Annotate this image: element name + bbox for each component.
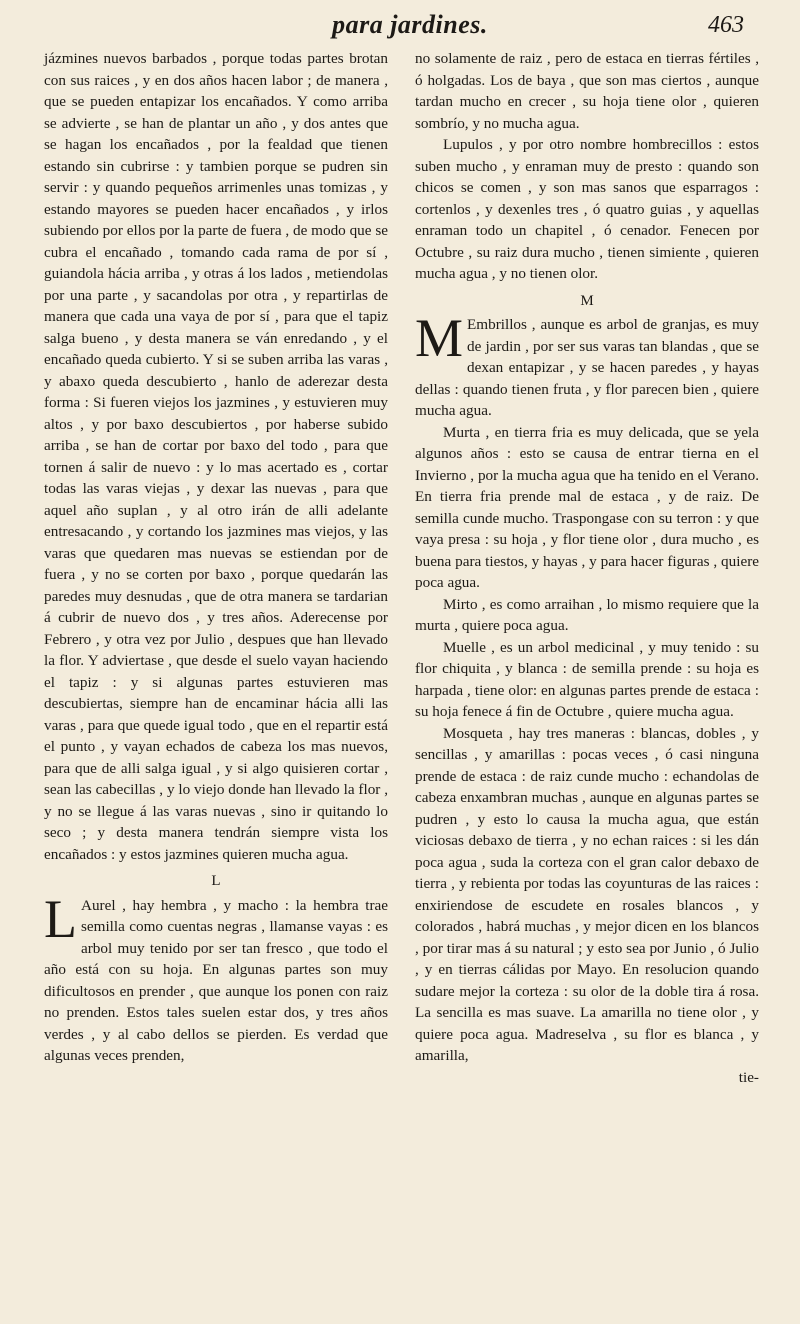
drop-cap-l: L (44, 888, 77, 949)
paragraph-mosqueta: Mosqueta , hay tres maneras : blancas, dobles , y sencillas , y amarillas : pocas veces , ó casi ninguna prende de estaca : de raiz cunde mucho : echandolas de cabeza enxambran muchas , aunque en algunas partes se pudren , y esto lo causa la mucha agua, que están viciosas debaxo de tierra , y no echan raices : si les dán poca agua , suda la corteza con el gran calor debaxo de tierra , y rebienta por todas las coyunturas de las raices : enxiriendose de escudete en rosales blancos , y colorados , habrá muchas , y mejor dicen en los blancos , por tirar mas á su natural ; y esto sea por Junio , ó Julio , y en tierras cálidas por Mayo. En resolucion quando sudare mejor la corteza : su olor de la doble tira á rosa. La sencilla es mas suave. La amarilla no tiene olor , y quiere poca agua. Madreselva , su flor es blanca , y amarilla, (415, 724, 759, 1064)
paragraph-mirto: Mirto , es como arraihan , lo mismo requiere que la murta , quiere poca agua. (415, 595, 759, 634)
paragraph-murta: Murta , en tierra fria es muy delicada, que se yela algunos años : esto se causa de entrar tierna en el Invierno , por la mucha agua que ha tenido en el Verano. En tierra fria prende mal de estaca , y de raiz. De semilla cunde mucho. Traspongase con su terron : y que vaya presa : su hoja , y flor tiene olor , dura mucho , es buena para tiestos, y hayas , y para hacer figuras , quiere poca agua. (415, 423, 759, 591)
left-column (44, 48, 388, 1067)
laurel-text: Aurel , hay hembra , y macho : la hembra trae semilla como cuentas negras , llamanse vayas : es arbol muy tenido por ser tan fresco , que todo el año está con su hoja. En algunas partes son muy dificultosos en prender , que aunque los ponen con raiz no prenden. Estos tales suelen estar dos, y tres años verdes , y al cabo dellos se pierden. Es verdad que algunas veces prenden, (44, 896, 388, 1064)
paragraph-lupulos: Lupulos , y por otro nombre hombrecillos : estos suben mucho , y enraman muy de presto : quando son chicos se comen , y son mas sanos que esparragos : cortenlos , y dexenles tres , ó quatro guias , y aquellas enraman todo un chapitel , ó cenador. Fenecen por Octubre , su raiz dura mucho , tienen simiente , quieren mucha agua , y no tienen olor. (415, 136, 759, 282)
catchword: tie- (738, 1068, 759, 1086)
drop-cap-m: M (415, 308, 464, 368)
page-number: 463 (708, 12, 744, 38)
paragraph-membrillos (415, 308, 759, 422)
running-title: para jardines. (332, 10, 488, 39)
section-letter-l: L (211, 873, 221, 889)
page-header (0, 10, 800, 50)
section-letter-m: M (580, 292, 594, 309)
membrillos-text: Embrillos , aunque es arbol de granjas, es muy de jardin , por ser sus varas tan blandas , que se dexan entapizar , y se hacen paredes , y hayas dellas : quando tienen fruta , y flor parecen bien , quiere mucha agua. (415, 316, 759, 419)
paragraph-muelle: Muelle , es un arbol medicinal , y muy tenido : su flor chiquita , y blanca : de semilla prende : su hoja es harpada , tiene olor: en algunas partes prende de estaca : su hoja fenece á fin de Octubre , quiere mucha agua. (415, 638, 759, 720)
paragraph-jazmines: jázmines nuevos barbados , porque todas partes brotan con sus raices , y en dos años hacen labor ; de manera , que se pueden entapizar los encañados. Y como arriba se advierte , se han de plantar un año , y dos antes que se hagan los encañados , por la fealdad que tienen estando sin cubrirse : y tambien porque se pudren sin servir : y quando pequeños arrimenles unas tomizas , y estando mayores se pueden hacer encañados , y irlos subiendo por ellos por la parte de fuera , de modo que se cubra el encañado , tomando cada rama de por sí , guiandola hácia arriba , y otras á los lados , metiendolas por una parte , y sacandolas por otra , y repartirlas de manera que cada una vaya de por sí , para que el tapiz salga bueno , y desta manera se ván enredando , y el encañado queda cubierto. Y si se suben arriba las varas , y abaxo queda descubierto , hanlo de aderezar desta forma : Si fueren viejos los jazmines , y estuvieren muy altos , y por baxo descubiertos , por haberse subido arriba , se han de cortar por baxo del todo , para que tornen á salir de nuevo : y lo mas acertado es , cortar todas las varas viejas , y dexar las nuevas , para que aquel año suplan , y al otro irán de alli adelante entresacando , y cortando los jazmines mas viejos, y las varas que quedaren mas nuevas se estiendan por de fuera , y no se corten por baxo , porque quedarán las paredes muy desnudas , que de otra manera se tardarian á cubrir de nuevo dos , y tres años. Aderecense por Febrero , y otra vez por Julio , despues que han llevado la flor. Y adviertase , que desde el suelo vayan haciendo el tapiz : y si algunas partes estuvieren mas descubiertas, siempre han de encaminar hácia alli las varas , para que quede igual todo , que en el repartir está el punto , y vayan echados de cabeza los mas nuevos, para que de alli salga igual , y si algo quisieren cortar , sean las cabecillas , y lo viejo donde han llevado la flor , y no se llegue á las varas nuevas , sino ir quitando lo seco ; y desta manera tendrán siempre vista los encañados : y estos jazmines quieren mucha agua. (44, 50, 388, 863)
paragraph-laurel-continued: no solamente de raiz , pero de estaca en tierras fértiles , ó holgadas. Los de baya , que son mas ciertos , aunque tardan mucho en crecer , su hoja tiene olor , quieren sombrío, y no mucha agua. (415, 50, 759, 132)
right-column (415, 48, 759, 1088)
paragraph-laurel (44, 888, 388, 1067)
